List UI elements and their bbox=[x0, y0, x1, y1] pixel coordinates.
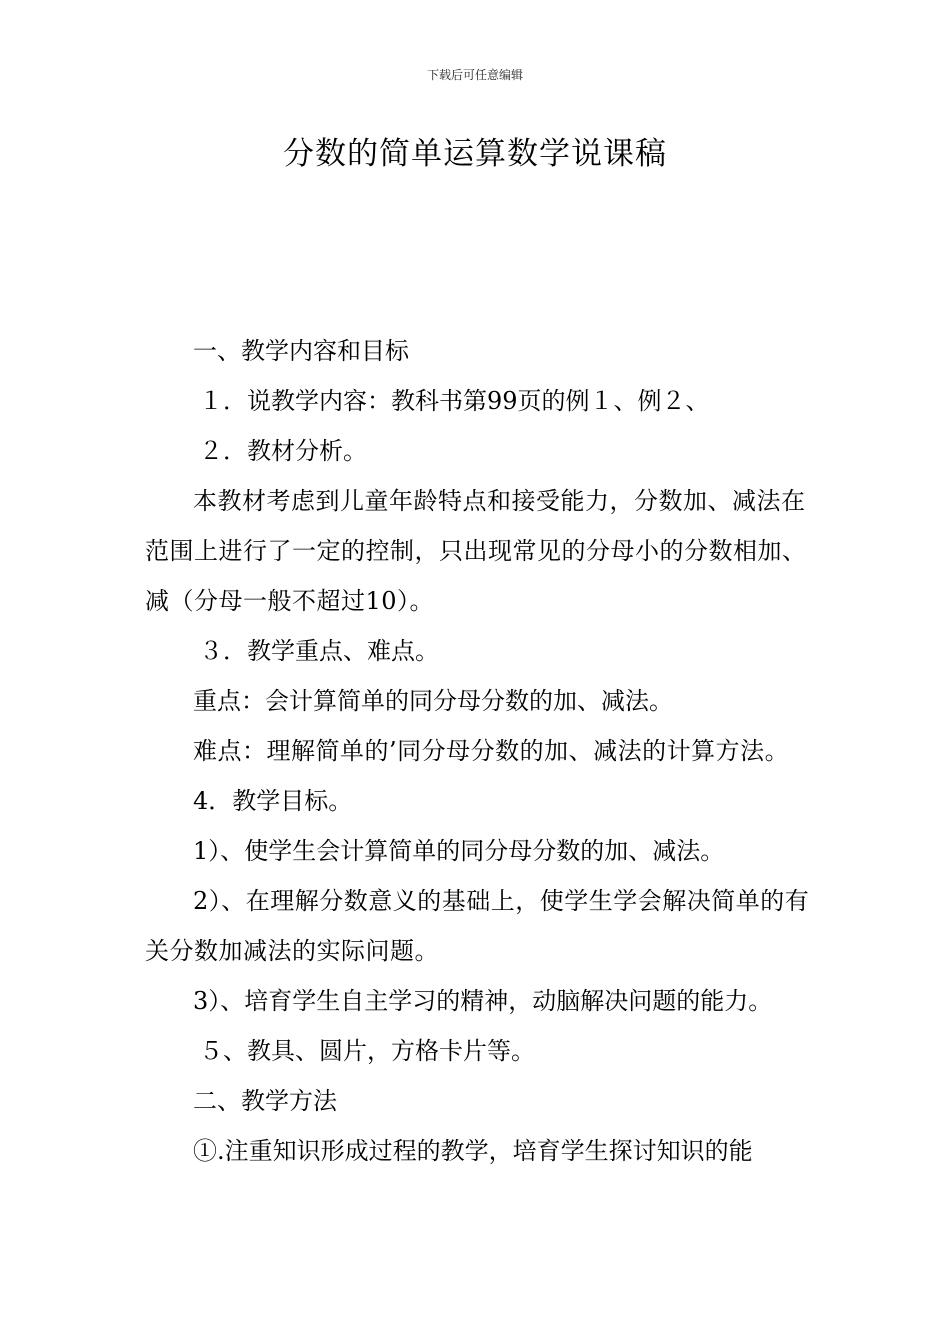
paragraph-material-description: 本教材考虑到儿童年龄特点和接受能力，分数加、减法在范围上进行了一定的控制，只出现常见的分母小的分数相加、减（分母一般不超过10）。 bbox=[145, 487, 807, 615]
item-teaching-aids: ５、教具、圆片，方格卡片等。 bbox=[199, 1037, 535, 1065]
item-key-points: ３．教学重点、难点。 bbox=[199, 637, 439, 665]
goal-1: 1）、使学生会计算简单的同分母分数的加、减法。 bbox=[193, 837, 725, 865]
paragraph-difficult-point: 难点：理解简单的’同分母分数的加、减法的计算方法。 bbox=[193, 737, 790, 765]
section-heading-methods: 二、教学方法 bbox=[193, 1087, 337, 1115]
document-title: 分数的简单运算数学说课稿 bbox=[283, 136, 667, 172]
method-1: ①.注重知识形成过程的教学，培育学生探讨知识的能 bbox=[193, 1137, 753, 1165]
item-teaching-goals: 4．教学目标。 bbox=[193, 787, 353, 815]
document-body bbox=[145, 326, 810, 1176]
goal-2: 2）、在理解分数意义的基础上，使学生学会解决简单的有关分数加减法的实际问题。 bbox=[145, 887, 810, 965]
section-heading-content-goals: 一、教学内容和目标 bbox=[193, 337, 409, 365]
paragraph-key-point: 重点：会计算简单的同分母分数的加、减法。 bbox=[193, 687, 673, 715]
item-teaching-content: １．说教学内容：教科书第99页的例１、例２、 bbox=[199, 387, 710, 415]
goal-3: 3）、培育学生自主学习的精神，动脑解决问题的能力。 bbox=[193, 987, 773, 1015]
page-header-note: 下载后可任意编辑 bbox=[426, 68, 523, 82]
item-material-analysis: ２．教材分析。 bbox=[199, 437, 367, 465]
